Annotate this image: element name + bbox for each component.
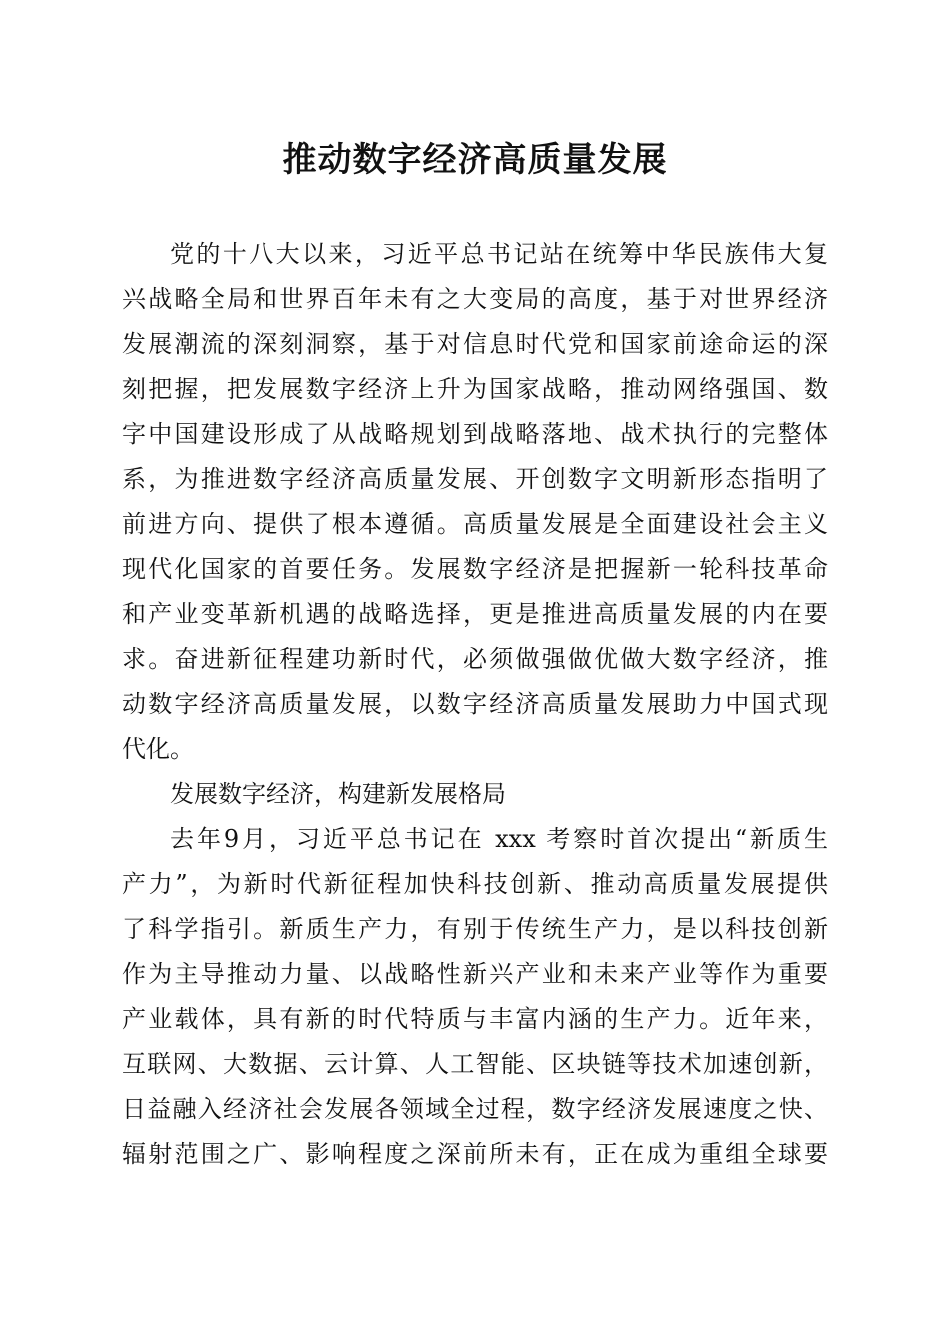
paragraph-1-line-5: 字中国建设形成了从战略规划到战略落地、战术执行的完整体 <box>122 420 828 448</box>
paragraph-3-line-2: 产力”，为新时代新征程加快科技创新、推动高质量发展提供 <box>122 870 828 898</box>
paragraph-1-line-4: 刻把握，把发展数字经济上升为国家战略，推动网络强国、数 <box>122 375 828 403</box>
paragraph-3-line-1: 去年9月，习近平总书记在 xxx 考察时首次提出“新质生 <box>170 825 828 853</box>
paragraph-1-line-8: 现代化国家的首要任务。发展数字经济是把握新一轮科技革命 <box>122 555 828 583</box>
paragraph-1-line-3: 发展潮流的深刻洞察，基于对信息时代党和国家前途命运的深 <box>122 330 828 358</box>
paragraph-1-line-7: 前进方向、提供了根本遵循。高质量发展是全面建设社会主义 <box>122 510 828 538</box>
paragraph-3-line-6: 互联网、大数据、云计算、人工智能、区块链等技术加速创新， <box>122 1050 828 1078</box>
document-title: 推动数字经济高质量发展 <box>282 140 668 180</box>
paragraph-1-line-9: 和产业变革新机遇的战略选择，更是推进高质量发展的内在要 <box>122 600 828 628</box>
paragraph-3-line-5: 产业载体，具有新的时代特质与丰富内涵的生产力。近年来， <box>122 1005 828 1033</box>
paragraph-1-line-10: 求。奋进新征程建功新时代，必须做强做优做大数字经济，推 <box>122 645 828 673</box>
paragraph-1-line-1: 党的十八大以来，习近平总书记站在统筹中华民族伟大复 <box>170 240 828 268</box>
paragraph-3-line-3: 了科学指引。新质生产力，有别于传统生产力，是以科技创新 <box>122 915 828 943</box>
paragraph-1-line-6: 系，为推进数字经济高质量发展、开创数字文明新形态指明了 <box>122 465 828 493</box>
paragraph-3-line-8: 辐射范围之广、影响程度之深前所未有，正在成为重组全球要 <box>122 1140 828 1168</box>
paragraph-3-line-7: 日益融入经济社会发展各领域全过程，数字经济发展速度之快、 <box>122 1095 828 1123</box>
paragraph-3-line-4: 作为主导推动力量、以战略性新兴产业和未来产业等作为重要 <box>122 960 828 988</box>
paragraph-1-line-2: 兴战略全局和世界百年未有之大变局的高度，基于对世界经济 <box>122 285 828 313</box>
document-body <box>122 232 828 1177</box>
section-heading: 发展数字经济，构建新发展格局 <box>170 780 506 808</box>
paragraph-1-line-11: 动数字经济高质量发展，以数字经济高质量发展助力中国式现 <box>122 690 828 718</box>
paragraph-1-line-12: 代化。 <box>122 735 194 763</box>
